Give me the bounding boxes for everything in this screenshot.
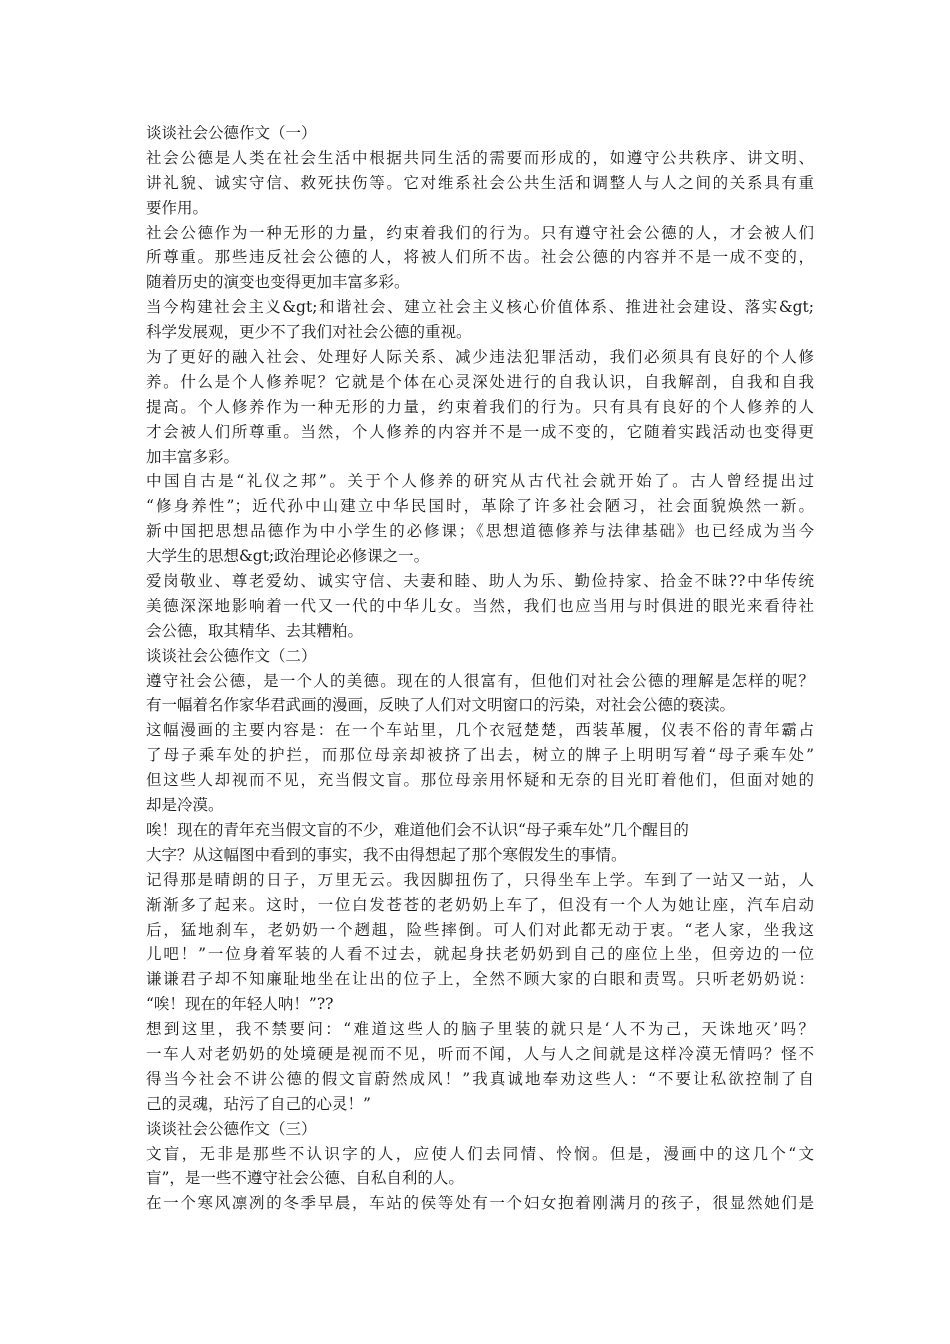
text-line: 文盲，无非是那些不认识字的人，应使人们去同情、怜悯。但是，漫画中的这几个“文 <box>146 1144 814 1163</box>
text-line: 了母子乘车处的护拦，而那位母亲却被挤了出去，树立的牌子上明明写着“母子乘车处” <box>146 746 814 765</box>
text-line: 美德深深地影响着一代又一代的中华儿女。当然，我们也应当用与时俱进的眼光来看待社 <box>146 596 814 615</box>
text-line: 己的灵魂，玷污了自己的心灵！” <box>146 1094 371 1113</box>
text-line: “修身养性”；近代孙中山建立中华民国时，革除了许多社会陋习，社会面貌焕然一新。 <box>146 497 814 516</box>
text-line: 唉！现在的青年充当假文盲的不少，难道他们会不认识“母子乘车处”几个醒目的 <box>146 820 689 839</box>
text-line: 谈谈社会公德作文（二） <box>146 646 317 665</box>
text-line: 但这些人却视而不见，充当假文盲。那位母亲用怀疑和无奈的目光盯着他们，但面对她的 <box>146 771 814 790</box>
text-line: 渐渐多了起来。这时，一位白发苍苍的老奶奶上车了，但没有一个人为她让座，汽车启动 <box>146 895 814 914</box>
text-line: 谈谈社会公德作文（一） <box>146 124 317 142</box>
text-line: 随着历史的演变也变得更加丰富多彩。 <box>146 273 410 292</box>
text-line: 提高。个人修养作为一种无形的力量，约束着我们的行为。只有具有良好的个人修养的人 <box>146 397 814 416</box>
text-line: 养。什么是个人修养呢？它就是个体在心灵深处进行的自我认识，自我解剖，自我和自我 <box>146 372 814 391</box>
text-line: 才会被人们所尊重。当然，个人修养的内容并不是一成不变的，它随着实践活动也变得更 <box>146 422 814 441</box>
text-line: 在一个寒风凛冽的冬季早晨，车站的侯等处有一个妇女抱着刚满月的孩子，很显然她们是 <box>146 1194 814 1213</box>
text-line: 盲”，是一些不遵守社会公德、自私自利的人。 <box>146 1169 464 1188</box>
text-line: 社会公德是人类在社会生活中根据共同生活的需要而形成的，如遵守公共秩序、讲文明、 <box>146 148 814 167</box>
text-line: 所尊重。那些违反社会公德的人，将被人们所不齿。社会公德的内容并不是一成不变的， <box>146 248 814 267</box>
text-line: 新中国把思想品德作为中小学生的必修课；《思想道德修养与法律基础》也已经成为当今 <box>146 522 814 541</box>
text-line: 儿吧！”一位身着军装的人看不过去，就起身扶老奶奶到自己的座位上坐，但旁边的一位 <box>146 945 814 964</box>
text-line: 却是冷漠。 <box>146 796 224 815</box>
text-line: 讲礼貌、诚实守信、救死扶伤等。它对维系社会公共生活和调整人与人之间的关系具有重 <box>146 173 814 192</box>
text-line: 会公德，取其精华、去其糟粕。 <box>146 621 364 640</box>
document-page <box>146 121 814 1216</box>
text-line: “唉！现在的年轻人呐！”?? <box>146 995 334 1014</box>
text-line: 谦谦君子却不知廉耻地坐在让出的位子上，全然不顾大家的白眼和责骂。只听老奶奶说： <box>146 970 814 989</box>
text-line: 大学生的思想&gt;政治理论必修课之一。 <box>146 547 430 566</box>
text-line: 记得那是晴朗的日子，万里无云。我因脚扭伤了，只得坐车上学。车到了一站又一站，人 <box>146 870 814 889</box>
text-line: 科学发展观，更少不了我们对社会公德的重视。 <box>146 323 472 342</box>
text-line: 想到这里，我不禁要问：“难道这些人的脑子里装的就只是‘人不为己，天诛地灭’吗？ <box>146 1020 814 1039</box>
text-line: 加丰富多彩。 <box>146 447 240 466</box>
text-line: 谈谈社会公德作文（三） <box>146 1119 317 1138</box>
text-line: 爱岗敬业、尊老爱幼、诚实守信、夫妻和睦、助人为乐、勤俭持家、拾金不昧??中华传统 <box>146 572 814 591</box>
text-line: 遵守社会公德，是一个人的美德。现在的人很富有，但他们对社会公德的理解是怎样的呢？ <box>146 671 814 690</box>
text-line: 中国自古是“礼仪之邦”。关于个人修养的研究从古代社会就开始了。古人曾经提出过 <box>146 472 814 491</box>
text-line: 这幅漫画的主要内容是：在一个车站里，几个衣冠楚楚，西装革履，仪表不俗的青年霸占 <box>146 721 814 740</box>
text-line: 为了更好的融入社会、处理好人际关系、减少违法犯罪活动，我们必须具有良好的个人修 <box>146 348 814 367</box>
text-line: 大字？从这幅图中看到的事实，我不由得想起了那个寒假发生的事情。 <box>146 845 627 864</box>
text-line: 后，猛地刹车，老奶奶一个趔趄，险些摔倒。可人们对此都无动于衷。“老人家，坐我这 <box>146 920 814 939</box>
text-line: 要作用。 <box>146 198 209 217</box>
text-line: 当今构建社会主义&gt;和谐社会、建立社会主义核心价值体系、推进社会建设、落实&gt; <box>146 298 814 317</box>
text-line: 得当今社会不讲公德的假文盲蔚然成风！”我真诚地奉劝这些人：“不要让私欲控制了自 <box>146 1069 814 1088</box>
text-line: 一车人对老奶奶的处境硬是视而不见，听而不闻，人与人之间就是这样冷漠无情吗？怪不 <box>146 1044 814 1063</box>
text-line: 社会公德作为一种无形的力量，约束着我们的行为。只有遵守社会公德的人，才会被人们 <box>146 223 814 242</box>
text-line: 有一幅着名作家华君武画的漫画，反映了人们对文明窗口的污染，对社会公德的亵渎。 <box>146 696 736 715</box>
